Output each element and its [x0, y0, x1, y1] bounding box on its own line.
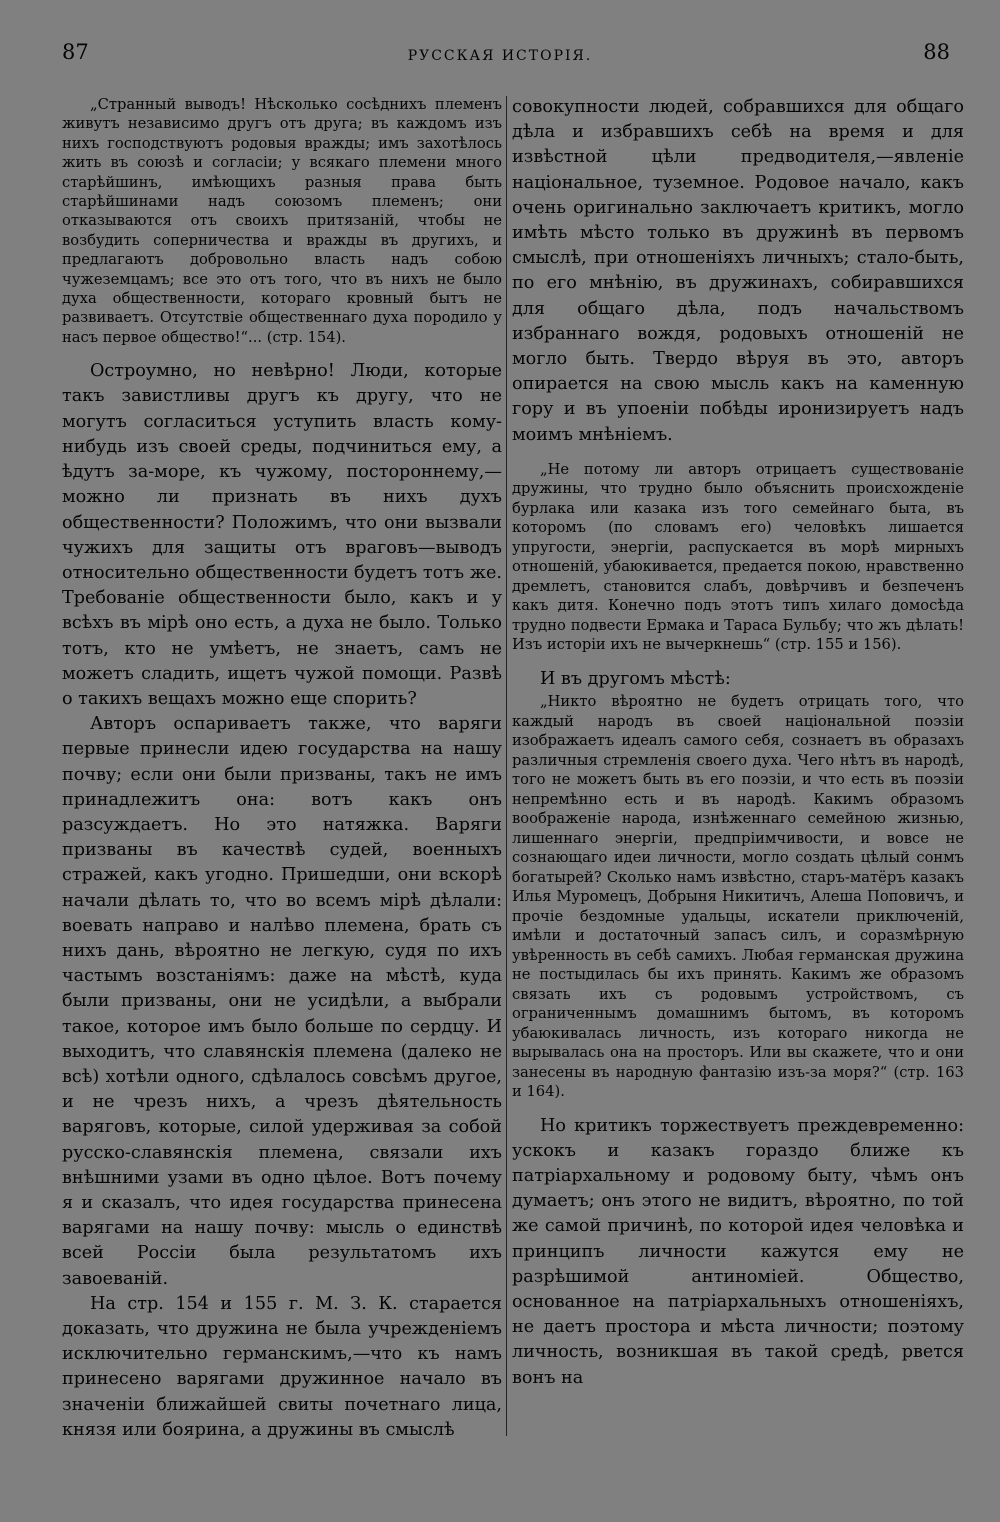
- right-column: [512, 95, 964, 1391]
- paragraph: Остроумно, но невѣрно! Люди, которые такъ завистливы другъ къ другу, что не могутъ согласиться уступить власть кому-нибудь изъ своей среды, подчиниться ему, а ѣдутъ за-море, къ чужому, постороннему,—можно ли признать въ нихъ духъ общественности? Положимъ, что они вызвали чужихъ для защиты отъ враговъ—выводъ относительно общественности будетъ тотъ же. Требованіе общественности было, какъ и у всѣхъ въ мірѣ оно есть, а духа не было. Только тотъ, кто не умѣетъ, не знаетъ, самъ не можетъ сладить, ищетъ чужой помощи. Развѣ о такихъ вещахъ можно еще спорить?: [62, 361, 502, 709]
- paragraph: И въ другомъ мѣстѣ:: [540, 668, 731, 689]
- quote-block: „Никто вѣроятно не будетъ отрицать того, что каждый народъ въ своей національной поэзіи изображаетъ идеалъ самого себя, сознаетъ въ образахъ различныя стремленія своего духа. Чего нѣтъ въ народѣ, того не можетъ быть въ его поэзіи, и что есть въ поэзіи непремѣнно есть и въ народѣ. Какимъ образомъ воображеніе народа, изнѣженнаго семейною жизнью, лишеннаго энергіи, предпріимчивости, и вовсе не сознающаго идеи личности, могло создать цѣлый сонмъ богатырей? Сколько намъ извѣстно, старъ-матёръ казакъ Илья Муромецъ, Добрыня Никитичъ, Алеша Поповичъ, и прочіе бездомные удальцы, искатели приключеній, имѣли и достаточный запасъ силъ, и соразмѣрную увѣренность въ себѣ самихъ. Любая германская дружина не постыдилась бы ихъ принять. Какимъ же образомъ связать ихъ съ родовымъ устройствомъ, съ ограниченнымъ домашнимъ бытомъ, въ которомъ убаюкивалась личность, изъ котораго никогда не вырывалась она на просторъ. Или вы скажете, что и они занесены въ народную фантазію изъ-за моря?“ (стр. 163 и 164).: [512, 693, 964, 1101]
- column-divider: [506, 96, 507, 1436]
- paragraph: Но критикъ торжествуетъ преждевременно: ускокъ и казакъ гораздо ближе къ патріархальному и родовому быту, чѣмъ онъ думаетъ; онъ этого не видитъ, вѣроятно, по той же самой причинѣ, по которой идея человѣка и принципъ личности кажутся ему не разрѣшимой антиноміей. Общество, основанное на патріархальныхъ отношеніяхъ, не даетъ простора и мѣста личности; поэтому личность, возникшая въ такой средѣ, рвется вонъ на: [512, 1115, 964, 1388]
- left-column: [62, 95, 502, 1443]
- paragraph: совокупности людей, собравшихся для общаго дѣла и избравшихъ себѣ на время и для извѣстной цѣли предводителя,—явленіе національное, туземное. Родовое начало, какъ очень оригинально заключаетъ критикъ, могло имѣть мѣсто только въ дружинѣ въ первомъ смыслѣ, при отношеніяхъ личныхъ; стало-быть, по его мнѣнію, въ дружинахъ, собиравшихся для общаго дѣла, подъ начальствомъ избраннаго вождя, родовыхъ отношеній не могло быть. Твердо вѣруя въ это, авторъ опирается на свою мысль какъ на каменную гору и въ упоеніи побѣды иронизируетъ надъ моимъ мнѣніемъ.: [512, 97, 964, 445]
- running-title: РУССКАЯ ИСТОРІЯ.: [407, 48, 593, 64]
- quote-block: „Странный выводъ! Нѣсколько сосѣднихъ племенъ живутъ независимо другъ отъ друга; въ каждомъ изъ нихъ господствуютъ родовыя вражды; имъ захотѣлось жить въ союзѣ и согласіи; у всякаго племени много старѣйшинъ, имѣющихъ разныя права быть старѣйшинами надъ союзомъ племенъ; они отказываются отъ своихъ притязаній, чтобы не возбудить соперничества и вражды въ другихъ, и предлагаютъ добровольно власть надъ собою чужеземцамъ; все это отъ того, что въ нихъ не было духа общественности, котораго кровный бытъ не развиваетъ. Отсутствіе общественнаго духа породило у насъ первое общество!“... (стр. 154).: [62, 96, 502, 346]
- page-number-right: 88: [923, 40, 950, 64]
- page-number-left: 87: [62, 40, 89, 64]
- paragraph: На стр. 154 и 155 г. М. З. К. старается доказать, что дружина не была учрежденіемъ исключительно германскимъ,—что къ намъ принесено варягами дружинное начало въ значеніи ближайшей свиты почетнаго лица, князя или боярина, а дружины въ смыслѣ: [62, 1293, 502, 1440]
- quote-block: „Не потому ли авторъ отрицаетъ существованіе дружины, что трудно было объяснить происхожденіе бурлака или казака изъ того семейнаго быта, въ которомъ (по словамъ его) человѣкъ лишается упругости, энергіи, распускается въ морѣ мирныхъ отношеній, убаюкивается, предается покою, нравственно дремлетъ, становится слабъ, довѣрчивъ и безпеченъ какъ дитя. Конечно подъ этотъ типъ хилаго домосѣда трудно подвести Ермака и Тараса Бульбу; что жъ дѣлать! Изъ исторіи ихъ не вычеркнешь“ (стр. 155 и 156).: [512, 460, 964, 654]
- paragraph: Авторъ оспариваетъ также, что варяги первые принесли идею государства на нашу почву; если они были призваны, такъ не имъ принадлежитъ она: вотъ какъ онъ разсуждаетъ. Но это натяжка. Варяги призваны въ качествѣ судей, военныхъ стражей, какъ угодно. Пришедши, они вскорѣ начали дѣлать то, что во всемъ мірѣ дѣлали: воевать направо и налѣво племена, брать съ нихъ дань, вѣроятно не легкую, судя по ихъ частымъ возстаніямъ: даже на мѣстѣ, куда были призваны, они не усидѣли, а выбрали такое, которое имъ было больше по сердцу. И выходитъ, что славянскія племена (далеко не всѣ) хотѣли одного, сдѣлалось совсѣмъ другое, и не чрезъ нихъ, а чрезъ дѣятельность варяговъ, которые, силой удерживая за собой русско-славянскія племена, связали ихъ внѣшними узами въ одно цѣлое. Вотъ почему я и сказалъ, что идея государства принесена варягами на нашу почву: мысль о единствѣ всей Россіи была результатомъ ихъ завоеваній.: [62, 714, 502, 1289]
